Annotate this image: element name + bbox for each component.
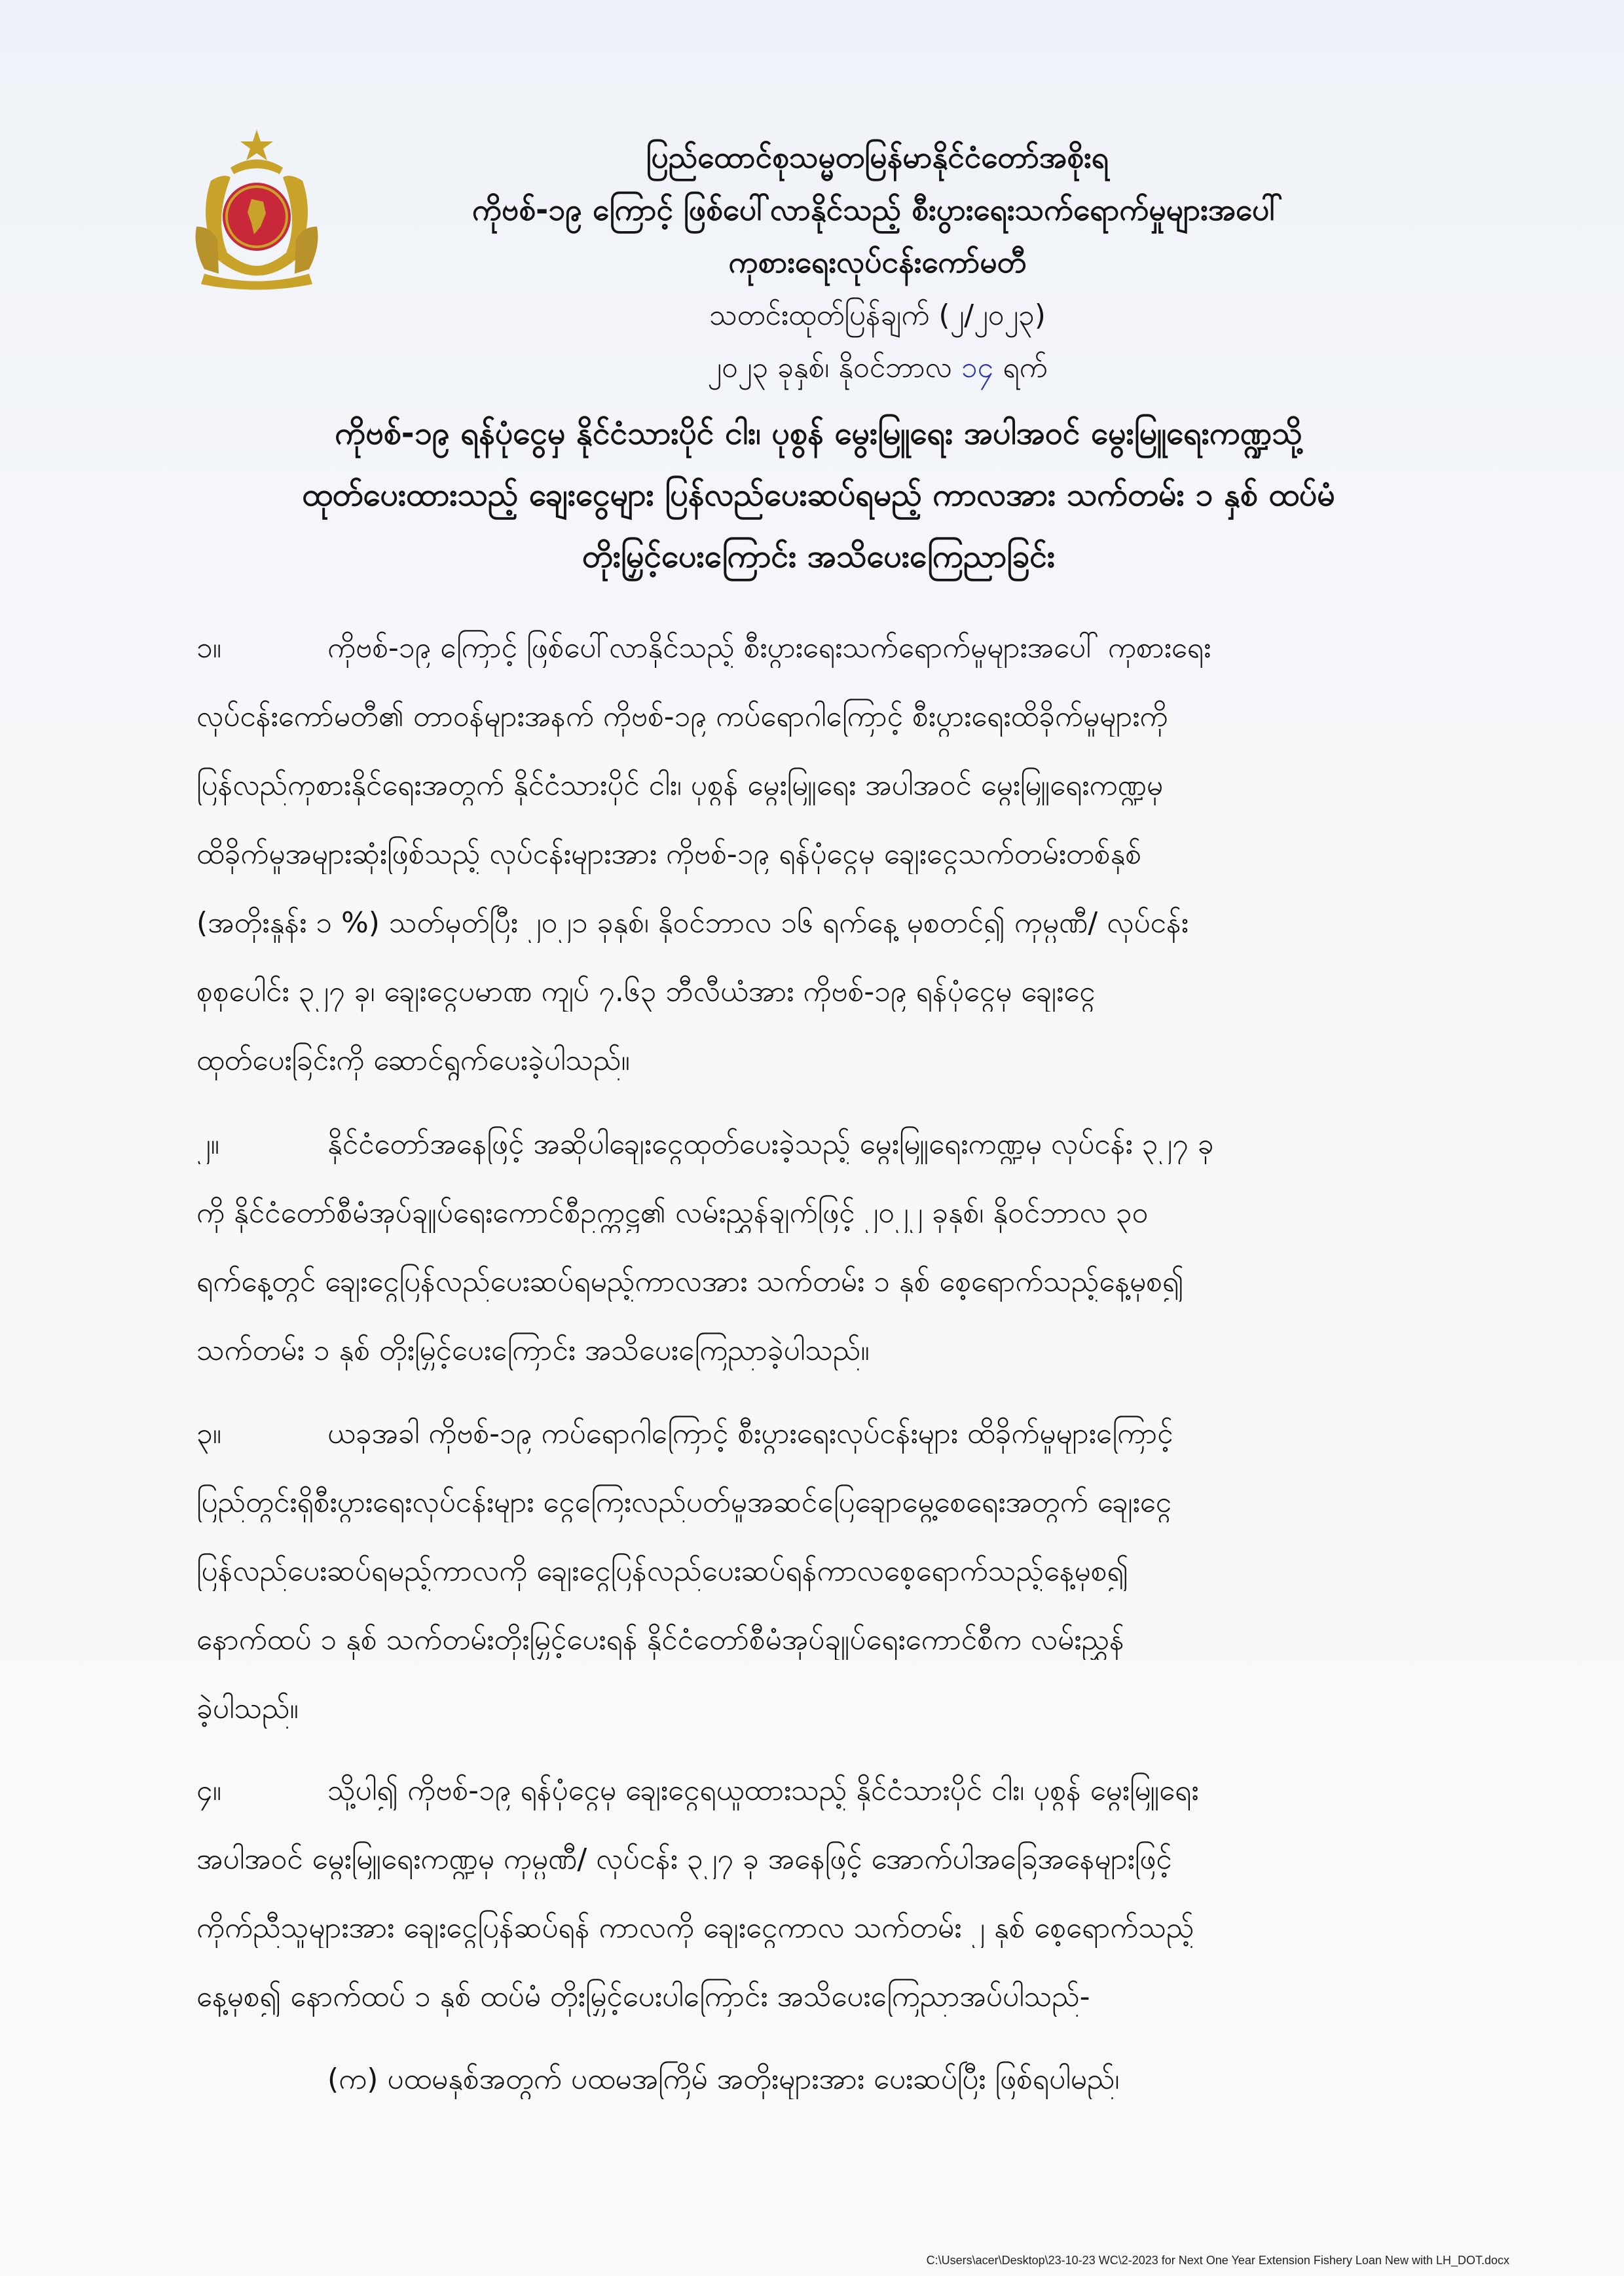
press-release-date [341, 350, 1414, 392]
paragraph-1-line: (အတိုးနှုန်း ၁ %) သတ်မှတ်ပြီး ၂၀၂၁ ခုနှစ်၊ နိုဝင်ဘာလ ၁၆ ရက်နေ့ မှစတင်၍ ကုမ္ပဏီ/ လုပ်ငန်း [196, 906, 1189, 940]
paragraph-2-line: ကို နိုင်ငံတော်စီမံအုပ်ချုပ်ရေးကောင်စီဥက္ကဋ္ဌ၏ လမ်းညွှန်ချက်ဖြင့် ၂၀၂၂ ခုနှစ်၊ နိုဝင်ဘာလ ၃၀ [196, 1196, 1149, 1230]
subject-line-1: ကိုဗစ်-၁၉ ရန်ပုံငွေမှ နိုင်ငံသားပိုင် ငါး၊ ပုစွန် မွေးမြူရေး အပါအဝင် မွေးမြူရေးကဏ္ဍသို့ [335, 415, 1302, 452]
subject-line-3: တိုးမြှင့်ပေးကြောင်း အသိပေးကြေညာခြင်း [581, 538, 1056, 575]
paragraph-1-line: ထုတ်ပေးခြင်းကို ဆောင်ရွက်ပေးခဲ့ပါသည်။ [196, 1044, 630, 1077]
paragraph-3-line: ပြည်တွင်းရှိစီးပွားရေးလုပ်ငန်းများ ငွေကြေးလည်ပတ်မှုအဆင်ပြေချောမွေ့စေရေးအတွက် ချေးငွေ [196, 1486, 1172, 1519]
sub-item-ka: (က) ပထမနှစ်အတွက် ပထမအကြိမ် အတိုးများအား ပေးဆပ်ပြီး ဖြစ်ရပါမည်၊ [327, 2063, 1120, 2096]
paragraph-3-line: ခဲ့ပါသည်။ [196, 1692, 299, 1725]
paragraph-1-line: ပြန်လည်ကုစားနိုင်ရေးအတွက် နိုင်ငံသားပိုင် ငါး၊ ပုစွန် မွေးမြူရေး အပါအဝင် မွေးမြူရေးကဏ္ဍမှ [196, 769, 1163, 802]
government-name: ပြည်ထောင်စုသမ္မတမြန်မာနိုင်ငံတော်အစိုးရ [646, 139, 1109, 175]
paragraph-number: ၃။ [196, 1417, 222, 1450]
date-suffix: ရက် [1003, 351, 1048, 384]
footer-file-path: C:\Users\acer\Desktop\23-10-23 WC\2-2023 for Next One Year Extension Fishery Loan New with LH_DOT.docx [926, 2254, 1509, 2267]
date-prefix: ၂၀၂၃ ခုနှစ်၊ နိုဝင်ဘာလ [707, 351, 952, 384]
paragraph-number: ၂။ [196, 1128, 219, 1161]
paragraph-2-line: သက်တမ်း ၁ နှစ် တိုးမြှင့်ပေးကြောင်း အသိပေးကြေညာခဲ့ပါသည်။ [196, 1334, 870, 1367]
paragraph-1-line: စုစုပေါင်း ၃၂၇ ခု၊ ချေးငွေပမာဏ ကျပ် ၇.၆၃ ဘီလီယံအား ကိုဗစ်-၁၉ ရန်ပုံငွေမှ ချေးငွေ [196, 975, 1096, 1008]
state-emblem-icon [191, 128, 322, 292]
paragraph-1-line: ၁။ ကိုဗစ်-၁၉ ကြောင့် ဖြစ်ပေါ်လာနိုင်သည့် စီးပွားရေးသက်ရောက်မှုများအပေါ် ကုစားရေး [196, 629, 1480, 668]
paragraph-4-line: အပါအဝင် မွေးမြူရေးကဏ္ဍမှ ကုမ္ပဏီ/ လုပ်ငန်း ၃၂၇ ခု အနေဖြင့် အောက်ပါအခြေအနေများဖြင့် [196, 1843, 1172, 1876]
subject-line-2: ထုတ်ပေးထားသည့် ချေးငွေများ ပြန်လည်ပေးဆပ်ရမည့် ကာလအား သက်တမ်း ၁ နှစ် ထပ်မံ [302, 477, 1335, 513]
paragraph-4-line: ကိုက်ညီသူများအား ချေးငွေပြန်ဆပ်ရန် ကာလကို ချေးငွေကာလ သက်တမ်း ၂ နှစ် စေ့ရောက်သည့် [196, 1911, 1194, 1945]
paragraph-number: ၄။ [196, 1774, 222, 1807]
committee-title-line2: ကုစားရေးလုပ်ငန်းကော်မတီ [728, 244, 1027, 280]
paragraph-2-line: ရက်နေ့တွင် ချေးငွေပြန်လည်ပေးဆပ်ရမည့်ကာလအား သက်တမ်း ၁ နှစ် စေ့ရောက်သည့်နေ့မှစ၍ [196, 1265, 1184, 1298]
paragraph-4-line: ၄။ သို့ပါ၍ ကိုဗစ်-၁၉ ရန်ပုံငွေမှ ချေးငွေရယူထားသည့် နိုင်ငံသားပိုင် ငါး၊ ပုစွန် မွေးမြူရေး [196, 1771, 1480, 1810]
date-day-handwritten: ၁၄ [961, 351, 994, 384]
paragraph-4-line: နေ့မှစ၍ နောက်ထပ် ၁ နှစ် ထပ်မံ တိုးမြှင့်ပေးပါကြောင်း အသိပေးကြေညာအပ်ပါသည်- [196, 1980, 1090, 2013]
press-release-number: သတင်းထုတ်ပြန်ချက် (၂/၂၀၂၃) [709, 299, 1046, 332]
committee-title-line1: ကိုဗစ်-၁၉ ကြောင့် ဖြစ်ပေါ်လာနိုင်သည့် စီးပွားရေးသက်ရောက်မှုများအပေါ် [471, 192, 1283, 227]
paragraph-3-line: ၃။ ယခုအခါ ကိုဗစ်-၁၉ ကပ်ရောဂါကြောင့် စီးပွားရေးလုပ်ငန်းများ ထိခိုက်မှုများကြောင့် [196, 1414, 1480, 1454]
paragraph-3-line: နောက်ထပ် ၁ နှစ် သက်တမ်းတိုးမြှင့်ပေးရန် နိုင်ငံတော်စီမံအုပ်ချုပ်ရေးကောင်စီက လမ်းညွှန် [196, 1623, 1124, 1657]
paragraph-3-line: ပြန်လည်ပေးဆပ်ရမည့်ကာလကို ချေးငွေပြန်လည်ပေးဆပ်ရန်ကာလစေ့ရောက်သည့်နေ့မှစ၍ [196, 1554, 1129, 1588]
paragraph-1-line: လုပ်ငန်းကော်မတီ၏ တာဝန်များအနက် ကိုဗစ်-၁၉ ကပ်ရောဂါကြောင့် စီးပွားရေးထိခိုက်မှုများကို [196, 700, 1168, 733]
paragraph-2-line: ၂။ နိုင်ငံတော်အနေဖြင့် အဆိုပါချေးငွေထုတ်ပေးခဲ့သည့် မွေးမြူရေးကဏ္ဍမှ လုပ်ငန်း ၃၂၇ ခု [196, 1125, 1480, 1164]
paragraph-1-line: ထိခိုက်မှုအများဆုံးဖြစ်သည့် လုပ်ငန်းများအား ကိုဗစ်-၁၉ ရန်ပုံငွေမှ ချေးငွေသက်တမ်းတစ်နှစ် [196, 837, 1141, 871]
paragraph-number: ၁။ [196, 631, 222, 665]
